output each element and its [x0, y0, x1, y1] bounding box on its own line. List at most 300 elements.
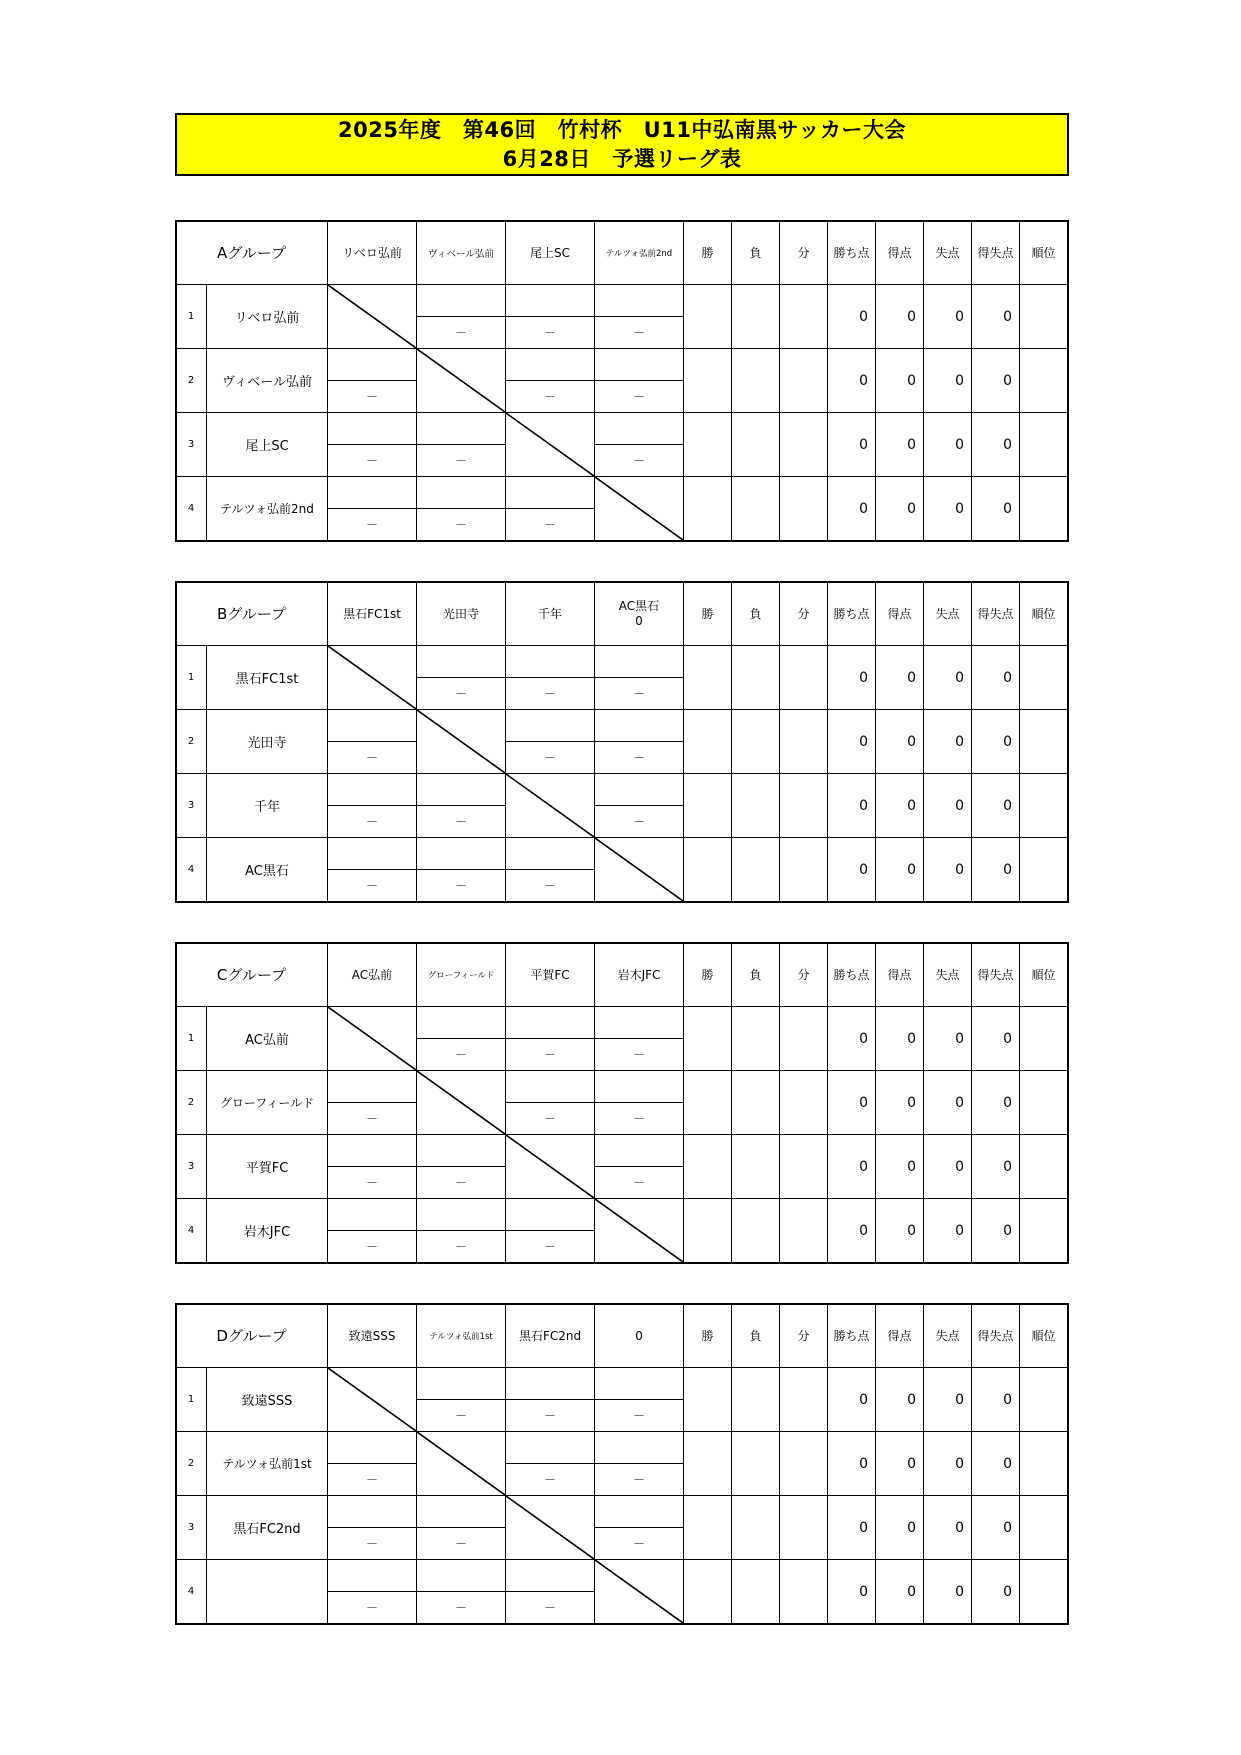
column-header-goals-for: 得点 [876, 221, 924, 285]
opponent-header: 黒石FC1st [328, 582, 417, 646]
match-score-cell[interactable]: － [506, 1464, 595, 1496]
team-number: 3 [176, 1496, 207, 1560]
team-points: 0 [828, 1432, 876, 1496]
column-header-draw: 分 [780, 582, 828, 646]
team-rank[interactable] [1020, 710, 1068, 774]
team-win[interactable] [684, 477, 732, 541]
diagonal-line [506, 774, 594, 837]
column-header-points: 勝ち点 [828, 221, 876, 285]
match-score-cell[interactable]: － [595, 1167, 684, 1199]
tournament-title-banner [175, 113, 1069, 176]
team-draw[interactable] [780, 710, 828, 774]
match-score-cell[interactable]: － [417, 445, 506, 477]
match-result-cell[interactable] [417, 1560, 506, 1592]
team-row [176, 1432, 1068, 1464]
team-goals-for: 0 [876, 1368, 924, 1432]
diagonal-line [506, 1496, 594, 1559]
match-score-cell[interactable]: － [595, 678, 684, 710]
match-score-cell[interactable]: － [417, 1528, 506, 1560]
column-header-goals-against: 失点 [924, 943, 972, 1007]
team-goals-against: 0 [924, 1199, 972, 1263]
team-name: 平賀FC [207, 1135, 328, 1199]
match-result-cell[interactable] [595, 1071, 684, 1103]
match-result-cell[interactable] [417, 1496, 506, 1528]
match-score-cell[interactable]: － [506, 317, 595, 349]
match-score-cell[interactable]: － [595, 806, 684, 838]
team-goals-for: 0 [876, 1135, 924, 1199]
team-row [176, 1007, 1068, 1039]
match-score-cell[interactable]: － [328, 806, 417, 838]
team-number: 2 [176, 1432, 207, 1496]
self-match-cell [506, 774, 595, 838]
match-result-cell[interactable] [417, 1199, 506, 1231]
team-name: グローフィールド [207, 1071, 328, 1135]
team-name: 致遠SSS [207, 1368, 328, 1432]
column-header-goal-diff: 得失点 [972, 221, 1020, 285]
column-header-draw: 分 [780, 943, 828, 1007]
team-rank[interactable] [1020, 646, 1068, 710]
match-result-cell[interactable] [328, 1560, 417, 1592]
team-rank[interactable] [1020, 1007, 1068, 1071]
match-score-cell[interactable]: － [506, 381, 595, 413]
diagonal-line [417, 349, 505, 412]
match-score-cell[interactable]: － [417, 1039, 506, 1071]
team-goals-against: 0 [924, 1071, 972, 1135]
team-goal-diff: 0 [972, 477, 1020, 541]
team-rank[interactable] [1020, 1432, 1068, 1496]
team-goals-against: 0 [924, 349, 972, 413]
team-goals-against: 0 [924, 774, 972, 838]
self-match-cell [328, 646, 417, 710]
column-header-goal-diff: 得失点 [972, 943, 1020, 1007]
match-score-cell[interactable]: － [417, 1400, 506, 1432]
match-result-cell[interactable] [595, 413, 684, 445]
opponent-header: AC弘前 [328, 943, 417, 1007]
team-goals-against: 0 [924, 1007, 972, 1071]
column-header-goals-for: 得点 [876, 943, 924, 1007]
table-header-row [176, 943, 1068, 1007]
team-name: 黒石FC2nd [207, 1496, 328, 1560]
team-goals-for: 0 [876, 349, 924, 413]
match-result-cell[interactable] [328, 710, 417, 742]
team-win[interactable] [684, 774, 732, 838]
column-header-win: 勝 [684, 221, 732, 285]
team-name: ヴィベール弘前 [207, 349, 328, 413]
team-goal-diff: 0 [972, 349, 1020, 413]
team-draw[interactable] [780, 1368, 828, 1432]
tournament-title: 2025年度 第46回 竹村杯 U11中弘南黒サッカー大会 [337, 117, 907, 142]
match-score-cell[interactable]: － [328, 1167, 417, 1199]
team-win[interactable] [684, 1560, 732, 1624]
team-win[interactable] [684, 1071, 732, 1135]
team-loss[interactable] [732, 1560, 780, 1624]
match-score-cell[interactable]: － [417, 509, 506, 541]
match-score-cell[interactable]: － [595, 1103, 684, 1135]
group-name: Aグループ [176, 221, 328, 285]
match-result-cell[interactable] [328, 1135, 417, 1167]
opponent-header: 0 [595, 1304, 684, 1368]
opponent-header: 千年 [506, 582, 595, 646]
team-row [176, 838, 1068, 870]
team-loss[interactable] [732, 1199, 780, 1263]
match-result-cell[interactable] [506, 838, 595, 870]
column-header-goals-for: 得点 [876, 582, 924, 646]
match-score-cell[interactable]: － [417, 1592, 506, 1624]
match-score-cell[interactable]: － [328, 381, 417, 413]
match-result-cell[interactable] [506, 710, 595, 742]
team-loss[interactable] [732, 774, 780, 838]
team-draw[interactable] [780, 1135, 828, 1199]
opponent-header: 致遠SSS [328, 1304, 417, 1368]
match-result-cell[interactable] [595, 1496, 684, 1528]
team-rank[interactable] [1020, 1199, 1068, 1263]
column-header-loss: 負 [732, 582, 780, 646]
match-result-cell[interactable] [328, 477, 417, 509]
match-score-cell[interactable]: － [506, 1400, 595, 1432]
match-score-cell[interactable]: － [506, 870, 595, 902]
team-rank[interactable] [1020, 477, 1068, 541]
match-score-cell[interactable]: － [506, 1592, 595, 1624]
team-goals-against: 0 [924, 477, 972, 541]
team-goals-for: 0 [876, 1560, 924, 1624]
team-draw[interactable] [780, 1560, 828, 1624]
team-goal-diff: 0 [972, 1496, 1020, 1560]
self-match-cell [595, 1199, 684, 1263]
team-win[interactable] [684, 646, 732, 710]
column-header-goals-for: 得点 [876, 1304, 924, 1368]
team-row [176, 710, 1068, 742]
match-score-cell[interactable]: － [417, 678, 506, 710]
team-win[interactable] [684, 1007, 732, 1071]
match-result-cell[interactable] [417, 1135, 506, 1167]
group-table [175, 942, 1069, 1264]
match-result-cell[interactable] [328, 838, 417, 870]
diagonal-line [328, 1368, 416, 1431]
column-header-draw: 分 [780, 1304, 828, 1368]
match-result-cell[interactable] [328, 413, 417, 445]
team-win[interactable] [684, 1135, 732, 1199]
match-result-cell[interactable] [595, 646, 684, 678]
match-result-cell[interactable] [595, 710, 684, 742]
match-score-cell[interactable]: － [595, 317, 684, 349]
diagonal-line [328, 646, 416, 709]
match-score-cell[interactable]: － [328, 742, 417, 774]
match-score-cell[interactable]: － [506, 742, 595, 774]
team-goals-for: 0 [876, 646, 924, 710]
match-result-cell[interactable] [506, 1007, 595, 1039]
team-goals-against: 0 [924, 1432, 972, 1496]
opponent-header: 黒石FC2nd [506, 1304, 595, 1368]
self-match-cell [328, 285, 417, 349]
team-goals-against: 0 [924, 838, 972, 902]
self-match-cell [595, 838, 684, 902]
match-score-cell[interactable]: － [595, 742, 684, 774]
team-loss[interactable] [732, 1071, 780, 1135]
team-rank[interactable] [1020, 774, 1068, 838]
team-draw[interactable] [780, 1496, 828, 1560]
team-loss[interactable] [732, 1432, 780, 1496]
team-row [176, 1496, 1068, 1528]
match-result-cell[interactable] [328, 349, 417, 381]
column-header-draw: 分 [780, 221, 828, 285]
team-loss[interactable] [732, 1368, 780, 1432]
group-table [175, 220, 1069, 542]
team-number: 1 [176, 1368, 207, 1432]
match-result-cell[interactable] [506, 477, 595, 509]
column-header-rank: 順位 [1020, 582, 1068, 646]
match-score-cell[interactable]: － [328, 445, 417, 477]
team-rank[interactable] [1020, 1368, 1068, 1432]
team-goal-diff: 0 [972, 1560, 1020, 1624]
team-draw[interactable] [780, 285, 828, 349]
team-number: 2 [176, 710, 207, 774]
match-result-cell[interactable] [506, 1071, 595, 1103]
match-result-cell[interactable] [506, 1199, 595, 1231]
match-score-cell[interactable]: － [328, 1592, 417, 1624]
match-score-cell[interactable]: － [328, 1231, 417, 1263]
team-rank[interactable] [1020, 285, 1068, 349]
team-number: 1 [176, 285, 207, 349]
match-result-cell[interactable] [595, 349, 684, 381]
match-score-cell[interactable]: － [328, 1103, 417, 1135]
team-name: リベロ弘前 [207, 285, 328, 349]
match-result-cell[interactable] [328, 1496, 417, 1528]
team-loss[interactable] [732, 1496, 780, 1560]
diagonal-line [506, 1135, 594, 1198]
self-match-cell [506, 1496, 595, 1560]
team-number: 1 [176, 646, 207, 710]
match-result-cell[interactable] [506, 285, 595, 317]
team-loss[interactable] [732, 1007, 780, 1071]
match-score-cell[interactable]: － [506, 1231, 595, 1263]
team-rank[interactable] [1020, 413, 1068, 477]
match-score-cell[interactable]: － [417, 1167, 506, 1199]
match-result-cell[interactable] [417, 646, 506, 678]
team-goals-for: 0 [876, 838, 924, 902]
team-draw[interactable] [780, 1007, 828, 1071]
team-goal-diff: 0 [972, 1199, 1020, 1263]
match-result-cell[interactable] [506, 349, 595, 381]
self-match-cell [595, 1560, 684, 1624]
team-win[interactable] [684, 413, 732, 477]
team-draw[interactable] [780, 1071, 828, 1135]
team-row [176, 1368, 1068, 1400]
match-score-cell[interactable]: － [506, 1103, 595, 1135]
team-goals-for: 0 [876, 1199, 924, 1263]
team-number: 3 [176, 1135, 207, 1199]
diagonal-line [417, 1071, 505, 1134]
team-goals-against: 0 [924, 1368, 972, 1432]
team-goal-diff: 0 [972, 1368, 1020, 1432]
match-result-cell[interactable] [417, 413, 506, 445]
self-match-cell [506, 1135, 595, 1199]
match-score-cell[interactable]: － [506, 1039, 595, 1071]
team-goals-for: 0 [876, 774, 924, 838]
team-loss[interactable] [732, 349, 780, 413]
team-loss[interactable] [732, 1135, 780, 1199]
tournament-subtitle: 6月28日 予選リーグ表 [502, 146, 742, 171]
team-goal-diff: 0 [972, 1071, 1020, 1135]
column-header-loss: 負 [732, 943, 780, 1007]
match-result-cell[interactable] [328, 774, 417, 806]
diagonal-line [595, 1560, 683, 1623]
match-score-cell[interactable]: － [417, 1231, 506, 1263]
match-score-cell[interactable]: － [595, 1464, 684, 1496]
team-rank[interactable] [1020, 1496, 1068, 1560]
team-name: AC黒石 [207, 838, 328, 902]
diagonal-line [328, 1007, 416, 1070]
team-draw[interactable] [780, 774, 828, 838]
match-result-cell[interactable] [595, 1007, 684, 1039]
team-rank[interactable] [1020, 1071, 1068, 1135]
table-header-row [176, 1304, 1068, 1368]
team-name: 黒石FC1st [207, 646, 328, 710]
team-rank[interactable] [1020, 838, 1068, 902]
group-name: Dグループ [176, 1304, 328, 1368]
self-match-cell [417, 1432, 506, 1496]
column-header-win: 勝 [684, 943, 732, 1007]
team-name: テルツォ弘前2nd [207, 477, 328, 541]
team-loss[interactable] [732, 646, 780, 710]
team-goal-diff: 0 [972, 646, 1020, 710]
column-header-rank: 順位 [1020, 221, 1068, 285]
self-match-cell [417, 710, 506, 774]
match-score-cell[interactable]: － [595, 381, 684, 413]
self-match-cell [328, 1368, 417, 1432]
match-result-cell[interactable] [595, 1368, 684, 1400]
team-points: 0 [828, 1199, 876, 1263]
match-score-cell[interactable]: － [595, 445, 684, 477]
match-score-cell[interactable]: － [328, 1528, 417, 1560]
team-loss[interactable] [732, 710, 780, 774]
match-score-cell[interactable]: － [328, 1464, 417, 1496]
match-result-cell[interactable] [417, 774, 506, 806]
column-header-win: 勝 [684, 1304, 732, 1368]
match-result-cell[interactable] [417, 285, 506, 317]
team-points: 0 [828, 646, 876, 710]
match-result-cell[interactable] [417, 838, 506, 870]
team-draw[interactable] [780, 1199, 828, 1263]
team-win[interactable] [684, 710, 732, 774]
team-win[interactable] [684, 1432, 732, 1496]
match-result-cell[interactable] [328, 1071, 417, 1103]
team-goal-diff: 0 [972, 710, 1020, 774]
team-win[interactable] [684, 349, 732, 413]
team-win[interactable] [684, 1496, 732, 1560]
team-rank[interactable] [1020, 1560, 1068, 1624]
group-table [175, 581, 1069, 903]
team-goal-diff: 0 [972, 1432, 1020, 1496]
group-name: Cグループ [176, 943, 328, 1007]
team-win[interactable] [684, 285, 732, 349]
team-goals-for: 0 [876, 1432, 924, 1496]
team-win[interactable] [684, 1199, 732, 1263]
column-header-rank: 順位 [1020, 1304, 1068, 1368]
match-result-cell[interactable] [506, 646, 595, 678]
team-row [176, 1071, 1068, 1103]
match-result-cell[interactable] [328, 1199, 417, 1231]
team-points: 0 [828, 349, 876, 413]
column-header-loss: 負 [732, 1304, 780, 1368]
team-number: 3 [176, 774, 207, 838]
match-result-cell[interactable] [506, 1432, 595, 1464]
column-header-loss: 負 [732, 221, 780, 285]
team-number: 3 [176, 413, 207, 477]
team-goals-against: 0 [924, 413, 972, 477]
column-header-goals-against: 失点 [924, 1304, 972, 1368]
match-score-cell[interactable]: － [506, 509, 595, 541]
team-rank[interactable] [1020, 349, 1068, 413]
team-goals-against: 0 [924, 1496, 972, 1560]
column-header-goal-diff: 得失点 [972, 1304, 1020, 1368]
team-points: 0 [828, 1071, 876, 1135]
match-score-cell[interactable]: － [328, 870, 417, 902]
team-win[interactable] [684, 838, 732, 902]
match-result-cell[interactable] [417, 1007, 506, 1039]
team-goal-diff: 0 [972, 838, 1020, 902]
column-header-points: 勝ち点 [828, 582, 876, 646]
match-score-cell[interactable]: － [595, 1400, 684, 1432]
match-score-cell[interactable]: － [328, 509, 417, 541]
team-points: 0 [828, 1368, 876, 1432]
opponent-header: テルツォ弘前1st [417, 1304, 506, 1368]
diagonal-line [595, 477, 683, 540]
team-row [176, 1135, 1068, 1167]
team-number: 4 [176, 1199, 207, 1263]
diagonal-line [417, 710, 505, 773]
match-result-cell[interactable] [595, 1432, 684, 1464]
team-win[interactable] [684, 1368, 732, 1432]
league-table [175, 220, 1068, 541]
team-draw[interactable] [780, 413, 828, 477]
match-score-cell[interactable]: － [506, 678, 595, 710]
team-goals-against: 0 [924, 1135, 972, 1199]
team-loss[interactable] [732, 838, 780, 902]
team-goals-against: 0 [924, 710, 972, 774]
match-result-cell[interactable] [328, 1432, 417, 1464]
match-result-cell[interactable] [506, 1368, 595, 1400]
team-draw[interactable] [780, 477, 828, 541]
team-row [176, 477, 1068, 509]
team-draw[interactable] [780, 349, 828, 413]
match-score-cell[interactable]: － [417, 870, 506, 902]
match-score-cell[interactable]: － [417, 806, 506, 838]
match-result-cell[interactable] [417, 1368, 506, 1400]
team-draw[interactable] [780, 1432, 828, 1496]
match-result-cell[interactable] [595, 774, 684, 806]
match-result-cell[interactable] [595, 1135, 684, 1167]
team-loss[interactable] [732, 413, 780, 477]
match-result-cell[interactable] [506, 1560, 595, 1592]
team-loss[interactable] [732, 477, 780, 541]
team-row [176, 774, 1068, 806]
match-score-cell[interactable]: － [595, 1528, 684, 1560]
team-rank[interactable] [1020, 1135, 1068, 1199]
column-header-goals-against: 失点 [924, 221, 972, 285]
match-score-cell[interactable]: － [595, 1039, 684, 1071]
match-result-cell[interactable] [595, 285, 684, 317]
opponent-header: 尾上SC [506, 221, 595, 285]
team-loss[interactable] [732, 285, 780, 349]
team-number: 4 [176, 1560, 207, 1624]
team-draw[interactable] [780, 838, 828, 902]
match-result-cell[interactable] [417, 477, 506, 509]
group-name: Bグループ [176, 582, 328, 646]
team-draw[interactable] [780, 646, 828, 710]
match-score-cell[interactable]: － [417, 317, 506, 349]
team-number: 2 [176, 349, 207, 413]
team-goal-diff: 0 [972, 774, 1020, 838]
